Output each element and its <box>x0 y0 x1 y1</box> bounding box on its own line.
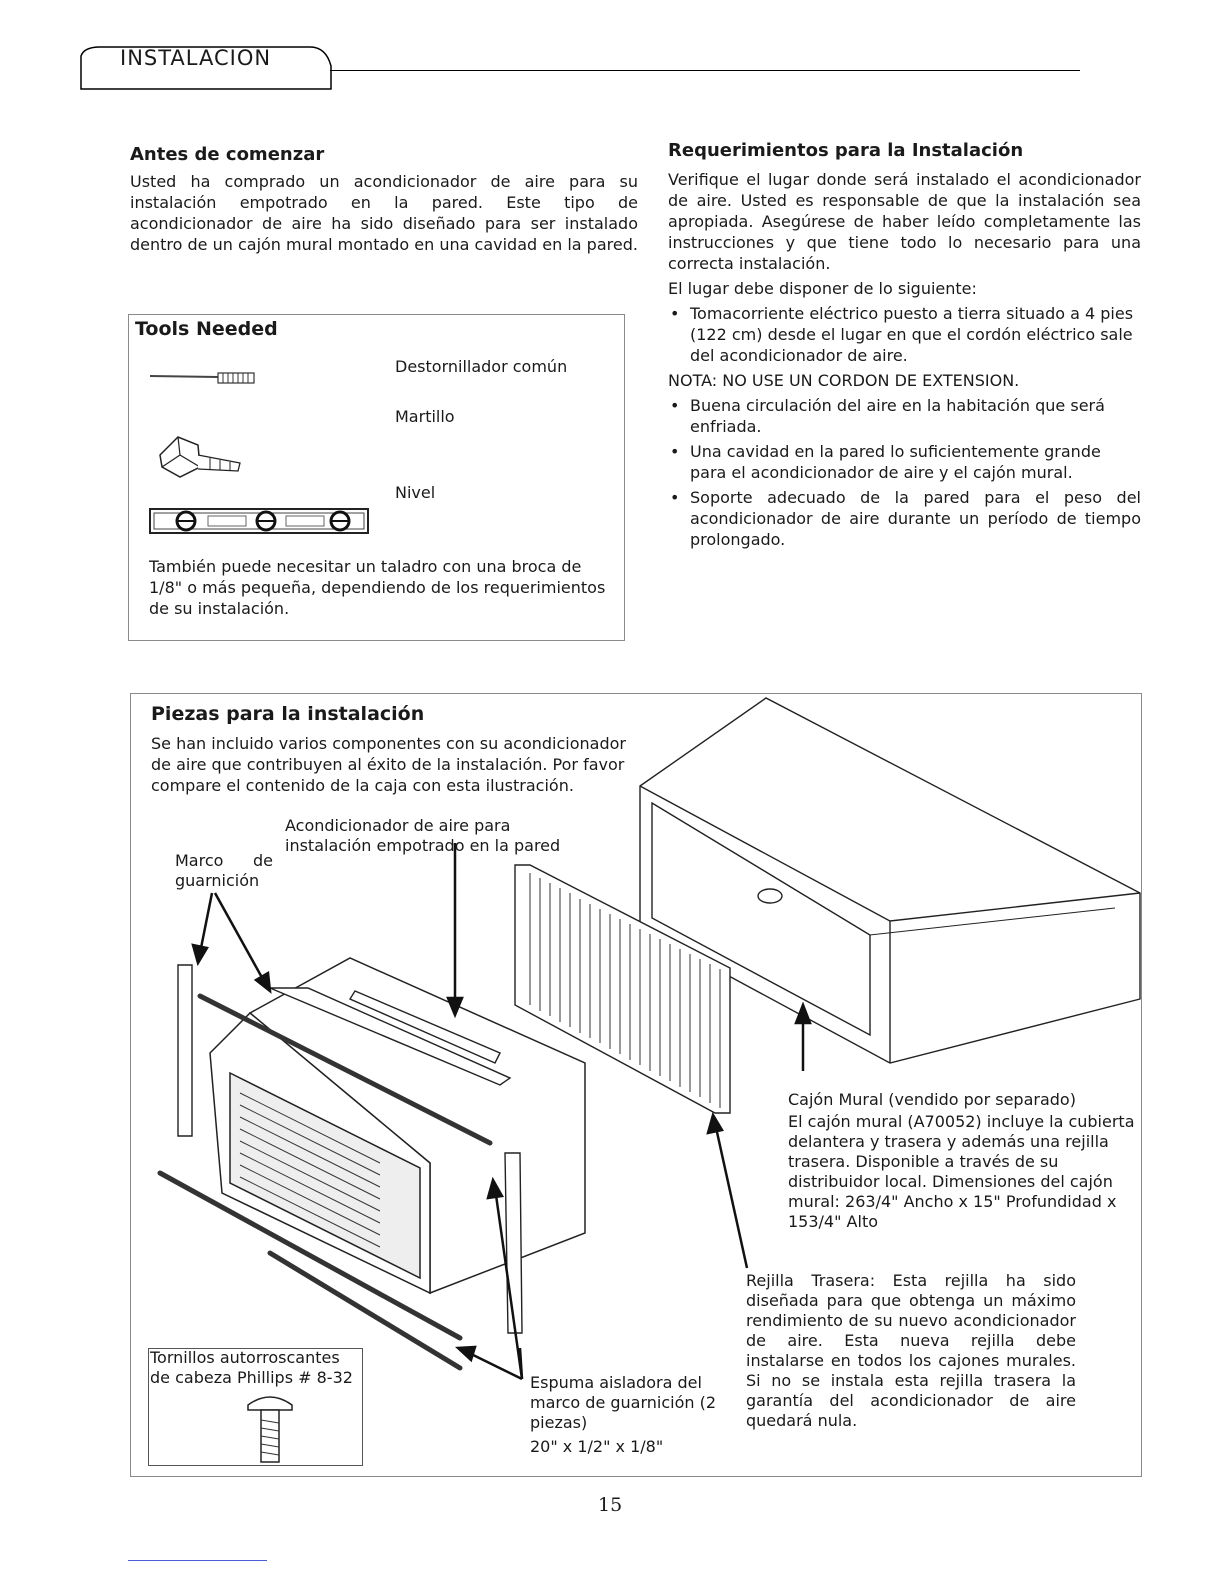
rear-grille-text: Rejilla Trasera: Esta rejilla ha sido diseñada para que obtenga un máximo rendimiento de su nuevo acondicionador de aire. Esta nueva rejilla debe instalarse en todos los cajones murales. Si no se instala esta rejilla trasera la garantía del acondicionador de aire quedará nula. <box>746 1271 1076 1430</box>
hammer-icon <box>150 425 250 487</box>
foam-size: 20" x 1/2" x 1/8" <box>530 1437 664 1456</box>
trim-frame-label: Marco de guarnición <box>175 851 273 890</box>
ac-label: Acondicionador de aire para instalación empotrado en la pared <box>285 816 561 855</box>
screwdriver-icon <box>148 368 258 390</box>
list-item: • Una cavidad en la pared lo suficientemente grande para el acondicionador de aire y el cajón mural. <box>690 441 1141 483</box>
list-item: • Soporte adecuado de la pared para el peso del acondicionador de aire durante un período de tiempo prolongado. <box>690 487 1141 550</box>
requerimientos-section <box>668 140 1141 554</box>
wall-sleeve-text: El cajón mural (A70052) incluye la cubierta delantera y trasera y además una rejilla trasera. Disponible a través de su distribuidor local. Dimensiones del cajón mural: 263/4" Ancho x 15" Profundidad x 153/4" Alto <box>788 1112 1135 1231</box>
requerimientos-heading: Requerimientos para la Instalación <box>668 140 1024 161</box>
piezas-text: Se han incluido varios componentes con su acondicionador de aire que contribuyen al éxito de la instalación. Por favor compare el contenido de la caja con esta ilustración. <box>151 734 626 795</box>
hammer-label: Martillo <box>395 407 455 426</box>
header-rule <box>330 70 1080 71</box>
nota-text: NOTA: NO USE UN CORDON DE EXTENSION. <box>668 371 1020 390</box>
screws-label: Tornillos autorroscantes de cabeza Phillips # 8-32 <box>150 1348 353 1387</box>
level-icon <box>148 506 370 536</box>
antes-heading: Antes de comenzar <box>130 144 325 165</box>
wall-sleeve-title: Cajón Mural (vendido por separado) <box>788 1090 1076 1109</box>
foam-label: Espuma aisladora del marco de guarnición (2 piezas) <box>530 1373 717 1432</box>
antes-text: Usted ha comprado un acondicionador de aire para su instalación empotrado en la pared. Este tipo de acondicionador de aire ha sido diseñado para ser instalado dentro de un cajón mural montado en una cavidad en la pared. <box>130 172 638 254</box>
list-item: • Buena circulación del aire en la habitación que será enfriada. <box>690 395 1141 437</box>
screwdriver-label: Destornillador común <box>395 357 568 376</box>
antes-section <box>130 144 638 255</box>
tools-note: También puede necesitar un taladro con una broca de 1/8" o más pequeña, dependiendo de los requerimientos de su instalación. <box>149 557 606 618</box>
requerimientos-list <box>668 303 1141 366</box>
section-title: INSTALACION <box>120 46 272 70</box>
requerimientos-intro: Verifique el lugar donde será instalado el acondicionador de aire. Usted es responsable de que la instalación sea apropiada. Asegúrese de haber leído completamente las instrucciones y que tiene todo lo necesario para una correcta instalación. <box>668 170 1141 273</box>
tools-title: Tools Needed <box>135 318 278 340</box>
page-number: 15 <box>598 1494 623 1516</box>
piezas-title: Piezas para la instalación <box>151 703 425 725</box>
footer-rule <box>128 1560 267 1561</box>
requerimientos-lead: El lugar debe disponer de lo siguiente: <box>668 279 977 298</box>
level-label: Nivel <box>395 483 436 502</box>
requerimientos-list-2 <box>668 395 1141 550</box>
list-item: • Tomacorriente eléctrico puesto a tierra situado a 4 pies (122 cm) desde el lugar en que el cordón eléctrico sale del acondicionador de aire. <box>690 303 1141 366</box>
